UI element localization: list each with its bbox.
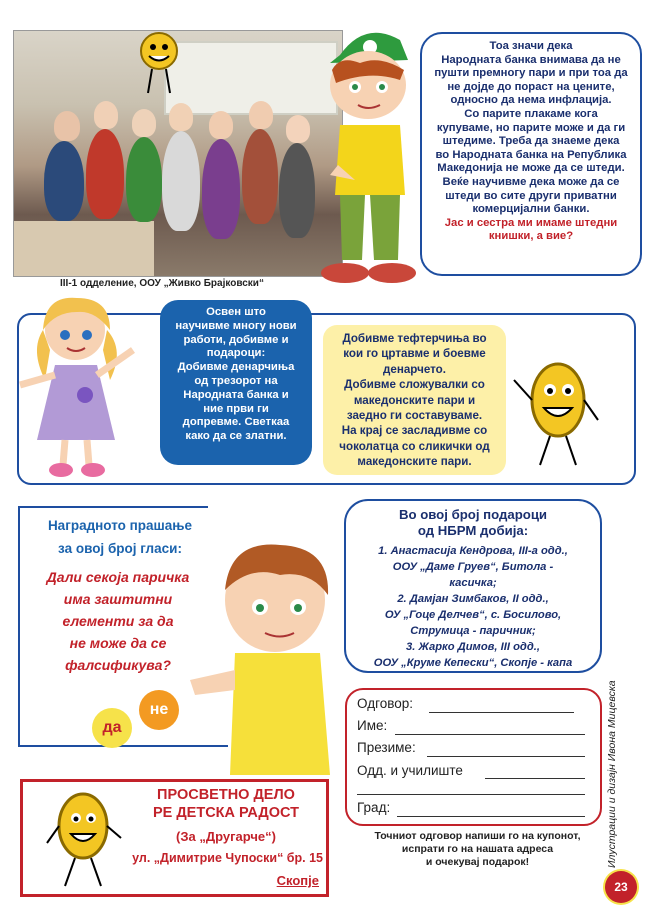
street-address: ул. „Димитрие Чупоски“ бр. 15 (132, 851, 323, 865)
class-school-label: Одд. и училиште (357, 763, 463, 778)
boy-in-yellow-illustration (180, 535, 350, 780)
bubble-text: Тоа значи дека Народната банка внимава да не пушти премногу пари и при тоа да не дојде до пораст на цените, односно да нема инфлација. Со парите плакаме кога купуваме, но парите може и да ги штедиме. Треба да знаеме дека во Народната банка на Република Македонија не може да се штеди. Веќе научивме дека може да се штеди во сите други приватни комерцијални банки. Јас и сестра ми имаме штедни книшки, а вие? (434, 40, 628, 243)
page-number: 23 (605, 871, 637, 903)
answer-field[interactable] (429, 712, 574, 713)
divider-left (18, 506, 20, 746)
illustration-credit: Илустрации и дизајн Ивона Мицевска (606, 680, 618, 868)
city-field[interactable] (397, 816, 585, 817)
class-school-field-2[interactable] (357, 794, 585, 795)
coupon-instructions: Точниот одговор напиши го на купонот, испрати го на нашата адреса и очекувај подарок! (374, 830, 581, 868)
answer-no-badge[interactable]: не (139, 690, 179, 730)
coin-mascot-icon (45, 788, 125, 893)
coin-mascot-icon (510, 360, 600, 475)
prize-question-text: Дали секоја паричка има заштитни елементи за да не може да се фалсификува? (46, 569, 190, 673)
photo-caption: III-1 одделение, ООУ „Живко Брајковски“ (60, 278, 264, 289)
answer-yes-badge[interactable]: да (92, 708, 132, 748)
class-photo (13, 30, 343, 277)
surname-field[interactable] (427, 756, 585, 757)
divider-top (18, 506, 208, 508)
coin-mascot-icon (134, 31, 184, 101)
surname-label: Презиме: (357, 740, 416, 755)
class-school-field[interactable] (485, 778, 585, 779)
boy-with-cap-illustration (300, 15, 435, 305)
yellow-speech-bubble: Добивме тефтерчиња во кои го цртавме и боевме денарчето. Добивме сложувалки со македонските пари и заедно ги составуваме. На крај се засладивме со чоколатца со сликички од македонските пари. (323, 325, 506, 475)
publisher-name: ПРОСВЕТНО ДЕЛО РЕ ДЕТСКА РАДОСТ (152, 787, 300, 821)
gift-winners-bubble: Во овој број подароци од НБРМ добија: 1. Анастасија Кендрова, III-а одд., ООУ „Даме Груев“, Битола - касичка; 2. Дамјан Зимбаков, II одд., ОУ „Гоце Делчев“, с. Босилово, Струмица - паричник; 3. Жарко Димов, III одд., ООУ „Круме Кепески“, Скопје - капа (344, 499, 602, 673)
name-field[interactable] (395, 734, 585, 735)
city-name: Скопје (276, 873, 319, 888)
speech-bubble-inflation (420, 32, 642, 276)
prize-question-title: Наградното прашање за овој број гласи: (47, 518, 193, 556)
magazine-name: (За „Другарче“) (176, 829, 276, 844)
desk (14, 221, 154, 276)
girl-illustration (15, 290, 150, 485)
answer-label: Одговор: (357, 696, 414, 711)
blue-speech-bubble: Освен што научивме многу нови работи, добивме и подароци: Добивме денарчиња од трезорот на Народната банка и ние први ги допревме. Светкаа како да се златни. (160, 300, 312, 465)
city-label: Град: (357, 800, 391, 815)
coupon-form (345, 688, 602, 826)
name-label: Име: (357, 718, 388, 733)
